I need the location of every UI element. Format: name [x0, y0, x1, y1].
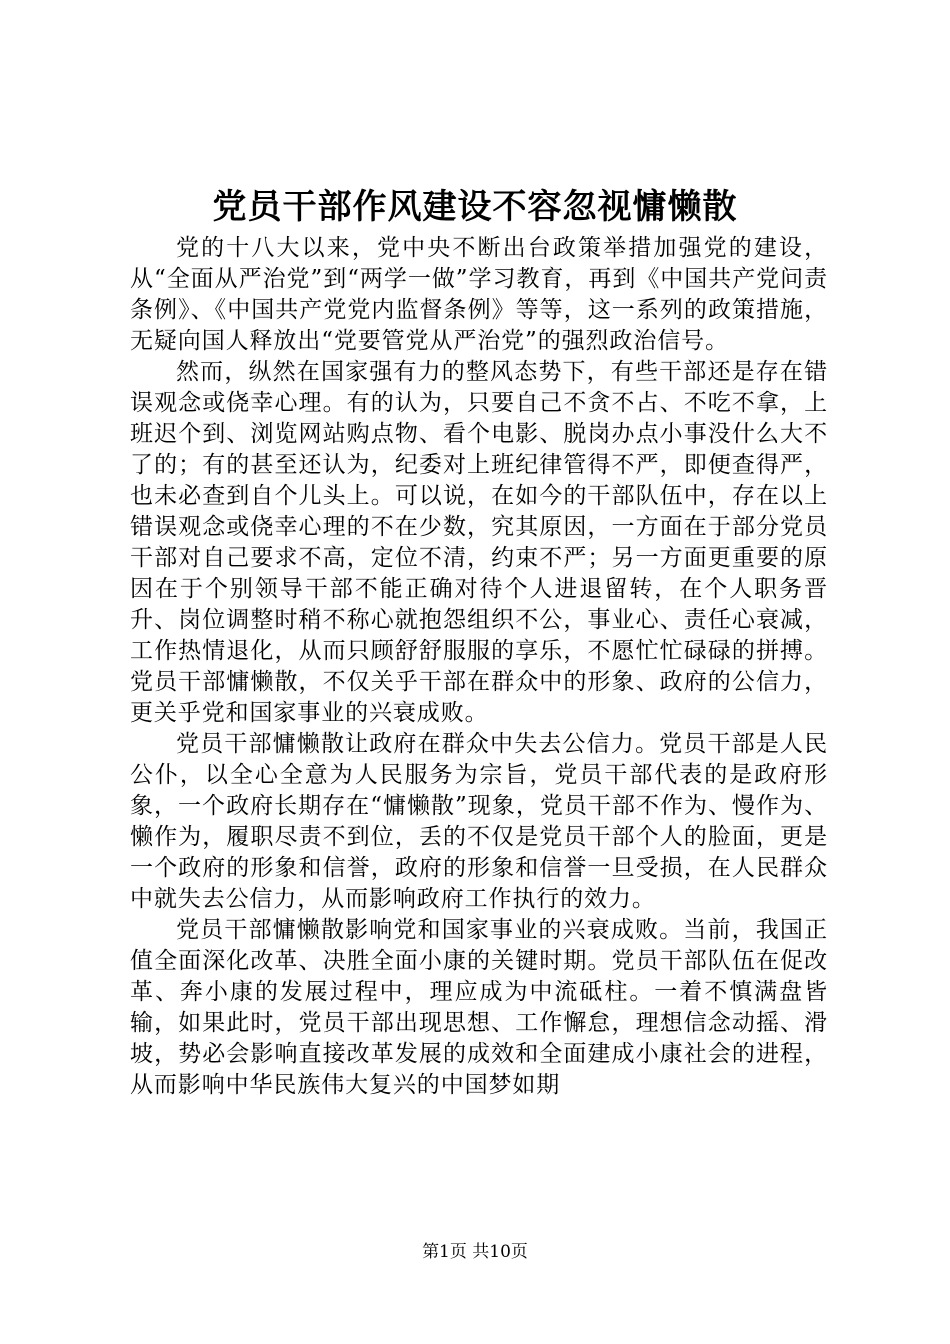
paragraph-3: 党员干部慵懒散让政府在群众中失去公信力。党员干部是人民公仆，以全心全意为人民服务为宗旨，党员干部代表的是政府形象，一个政府长期存在“慵懒散”现象，党员干部不作为、慢作为、懒作为，履职尽责不到位，丢的不仅是党员干部个人的脸面，更是一个政府的形象和信誉，政府的形象和信誉一旦受损，在人民群众中就失去公信力，从而影响政府工作执行的效力。 — [130, 731, 828, 912]
document-title: 党员干部作风建设不容忽视慵懒散 — [212, 187, 738, 227]
page-number-footer: 第1页 共10页 — [422, 1242, 528, 1262]
document-body — [130, 233, 828, 1101]
paragraph-4: 党员干部慵懒散影响党和国家事业的兴衰成败。当前，我国正值全面深化改革、决胜全面小康的关键时期。党员干部队伍在促改革、奔小康的发展过程中，理应成为中流砥柱。一着不慎满盘皆输，如果此时，党员干部出现思想、工作懈怠，理想信念动摇、滑坡，势必会影响直接改革发展的成效和全面建成小康社会的进程，从而影响中华民族伟大复兴的中国梦如期 — [130, 917, 828, 1098]
paragraph-2: 然而，纵然在国家强有力的整风态势下，有些干部还是存在错误观念或侥幸心理。有的认为，只要自己不贪不占、不吃不拿，上班迟个到、浏览网站购点物、看个电影、脱岗办点小事没什么大不了的；有的甚至还认为，纪委对上班纪律管得不严，即便查得严，也未必查到自个儿头上。可以说，在如今的干部队伍中，存在以上错误观念或侥幸心理的不在少数，究其原因，一方面在于部分党员干部对自己要求不高，定位不清，约束不严；另一方面更重要的原因在于个别领导干部不能正确对待个人进退留转，在个人职务晋升、岗位调整时稍不称心就抱怨组织不公，事业心、责任心衰减，工作热情退化，从而只顾舒舒服服的享乐，不愿忙忙碌碌的拼搏。党员干部慵懒散，不仅关乎干部在群众中的形象、政府的公信力，更关乎党和国家事业的兴衰成败。 — [130, 359, 828, 726]
paragraph-1: 党的十八大以来，党中央不断出台政策举措加强党的建设，从“全面从严治党”到“两学一做”学习教育，再到《中国共产党问责条例》、《中国共产党党内监督条例》等等，这一系列的政策措施，无疑向国人释放出“党要管党从严治党”的强烈政治信号。 — [130, 235, 828, 354]
